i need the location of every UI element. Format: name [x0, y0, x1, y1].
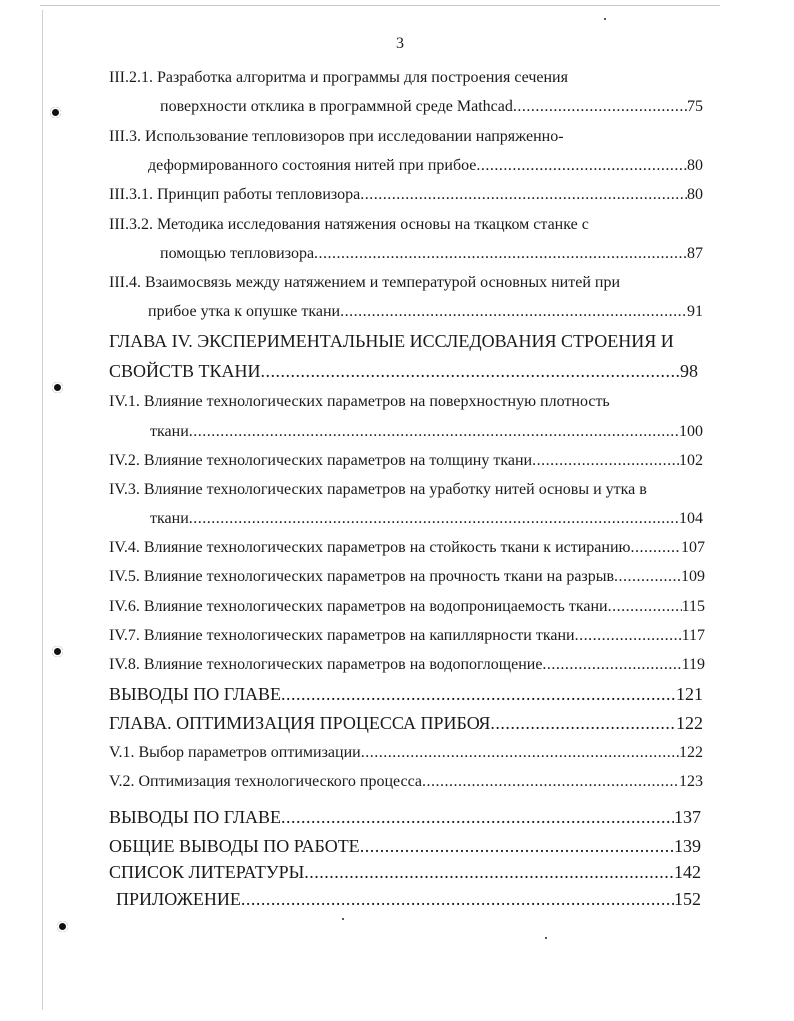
toc-entry — [109, 567, 705, 587]
toc-chapter-heading — [109, 331, 674, 351]
toc-leader-dots — [513, 97, 687, 117]
toc-page-number: 119 — [681, 656, 705, 673]
toc-leader-dots — [189, 509, 679, 529]
toc-page-number: 98 — [680, 361, 698, 381]
toc-entry-text: СВОЙСТВ ТКАНИ — [109, 361, 261, 381]
toc-leader-dots — [614, 567, 681, 587]
toc-page-number: 109 — [681, 568, 705, 585]
toc-leader-dots — [630, 538, 681, 558]
toc-leader-dots — [241, 889, 674, 909]
toc-entry — [109, 215, 589, 235]
toc-chapter-heading — [109, 361, 698, 381]
toc-entry-text: ПРИЛОЖЕНИЕ — [116, 889, 241, 909]
toc-entry-text: ОБЩИЕ ВЫВОДЫ ПО РАБОТЕ — [109, 836, 360, 856]
toc-page-number: 80 — [687, 157, 703, 174]
toc-entry — [109, 743, 703, 763]
toc-entry-text: ткани — [150, 423, 189, 440]
toc-entry — [109, 68, 568, 88]
toc-entry-text: ВЫВОДЫ ПО ГЛАВЕ — [109, 684, 282, 704]
toc-leader-dots — [532, 451, 679, 471]
toc-page-number: 117 — [681, 627, 705, 644]
toc-leader-dots — [304, 862, 674, 882]
toc-entry-text: ГЛАВА. ОПТИМИЗАЦИЯ ПРОЦЕССА ПРИБОЯ — [109, 713, 491, 733]
punch-hole-icon — [52, 646, 63, 657]
toc-page-number: 87 — [687, 245, 703, 262]
toc-entry — [148, 302, 703, 322]
toc-entry-text: III.2.1. Разработка алгоритма и программы для построения сечения — [109, 69, 568, 86]
punch-hole-icon — [52, 382, 63, 393]
toc-entry-text: СПИСОК ЛИТЕРАТУРЫ — [109, 862, 305, 882]
toc-entry — [109, 273, 620, 293]
toc-page-number: 115 — [681, 598, 705, 615]
toc-leader-dots — [361, 743, 679, 763]
toc-entry — [109, 127, 564, 147]
toc-leader-dots — [189, 422, 679, 442]
toc-chapter-heading — [109, 684, 703, 704]
toc-page-number: 100 — [679, 423, 703, 440]
scan-speck — [545, 937, 547, 939]
toc-leader-dots — [422, 772, 679, 792]
scan-left-edge — [42, 10, 43, 1010]
toc-entry — [160, 97, 703, 117]
toc-entry-text: V.1. Выбор параметров оптимизации — [109, 744, 361, 761]
toc-page-number: 104 — [679, 510, 703, 527]
toc-entry — [109, 597, 705, 617]
page-number: 3 — [396, 35, 404, 52]
toc-page-number: 122 — [679, 744, 703, 761]
toc-page-number: 107 — [681, 539, 705, 556]
toc-entry-text: ткани — [150, 510, 189, 527]
toc-entry-text: IV.7. Влияние технологических параметров на капиллярности ткани — [109, 627, 575, 644]
toc-entry-text: III.3.2. Методика исследования натяжения основы на ткацком станке с — [109, 216, 589, 233]
toc-page-number: 142 — [674, 862, 701, 882]
toc-leader-dots — [608, 597, 682, 617]
toc-entry — [109, 626, 705, 646]
toc-page-number: 137 — [674, 807, 701, 827]
toc-leader-dots — [281, 684, 676, 704]
toc-entry-text: IV.4. Влияние технологических параметров на стойкость ткани к истиранию — [109, 539, 631, 556]
toc-chapter-heading — [116, 889, 701, 909]
toc-entry-text: IV.5. Влияние технологических параметров на прочность ткани на разрыв — [109, 568, 615, 585]
toc-entry-text: помощью тепловизора — [160, 245, 315, 262]
toc-entry — [148, 156, 703, 176]
toc-leader-dots — [476, 156, 687, 176]
scan-speck — [604, 18, 606, 20]
toc-entry — [150, 509, 703, 529]
toc-page-number: 91 — [687, 303, 703, 320]
toc-entry-text: прибое утка к опушке ткани — [148, 303, 341, 320]
toc-entry-text: IV.6. Влияние технологических параметров на водопроницаемость ткани — [109, 598, 608, 615]
toc-entry-text: III.3. Использование тепловизоров при исследовании напряженно- — [109, 128, 564, 145]
toc-entry-text: деформированного состояния нитей при прибое — [148, 157, 477, 174]
toc-chapter-heading — [109, 862, 701, 882]
toc-chapter-heading — [109, 713, 703, 733]
toc-entry — [109, 538, 705, 558]
toc-leader-dots — [575, 626, 682, 646]
toc-entry — [109, 392, 610, 412]
toc-entry-text: IV.2. Влияние технологических параметров на толщину ткани — [109, 452, 533, 469]
punch-hole-icon — [57, 921, 68, 932]
scan-top-edge — [40, 5, 720, 6]
toc-leader-dots — [542, 655, 681, 675]
toc-page-number: 152 — [674, 889, 701, 909]
toc-leader-dots — [340, 302, 687, 322]
toc-chapter-heading — [109, 807, 701, 827]
toc-leader-dots — [360, 836, 674, 856]
toc-page-number: 75 — [687, 98, 703, 115]
toc-chapter-heading — [109, 836, 701, 856]
toc-entry-text: III.3.1. Принцип работы тепловизора — [109, 186, 361, 203]
toc-leader-dots — [314, 244, 687, 264]
scan-speck — [342, 918, 344, 920]
toc-entry — [109, 451, 703, 471]
toc-leader-dots — [490, 713, 676, 733]
toc-entry — [109, 772, 703, 792]
toc-page-number: 80 — [687, 186, 703, 203]
toc-leader-dots — [360, 185, 687, 205]
toc-page-number: 102 — [679, 452, 703, 469]
toc-entry-text: IV.8. Влияние технологических параметров на водопоглощение — [109, 656, 543, 673]
punch-hole-icon — [50, 107, 61, 118]
toc-entry — [150, 422, 703, 442]
toc-page-number: 139 — [674, 836, 701, 856]
toc-page-number: 123 — [679, 773, 703, 790]
toc-entry — [160, 244, 703, 264]
toc-entry — [109, 185, 703, 205]
toc-entry-text: IV.1. Влияние технологических параметров на поверхностную плотность — [109, 393, 610, 410]
toc-page-number: 121 — [676, 684, 703, 704]
toc-entry-text: ВЫВОДЫ ПО ГЛАВЕ — [109, 807, 282, 827]
toc-entry — [109, 655, 705, 675]
toc-leader-dots — [281, 807, 674, 827]
toc-entry-text: ГЛАВА IV. ЭКСПЕРИМЕНТАЛЬНЫЕ ИССЛЕДОВАНИЯ СТРОЕНИЯ И — [109, 331, 674, 351]
toc-entry-text: поверхности отклика в программной среде Mathcad — [160, 98, 513, 115]
toc-leader-dots — [261, 361, 680, 381]
toc-entry-text: III.4. Взаимосвязь между натяжением и температурой основных нитей при — [109, 274, 621, 291]
toc-entry — [109, 480, 647, 500]
toc-entry-text: V.2. Оптимизация технологического процесса — [109, 773, 422, 790]
toc-page-number: 122 — [676, 713, 703, 733]
toc-entry-text: IV.3. Влияние технологических параметров на уработку нитей основы и утка в — [109, 481, 647, 498]
